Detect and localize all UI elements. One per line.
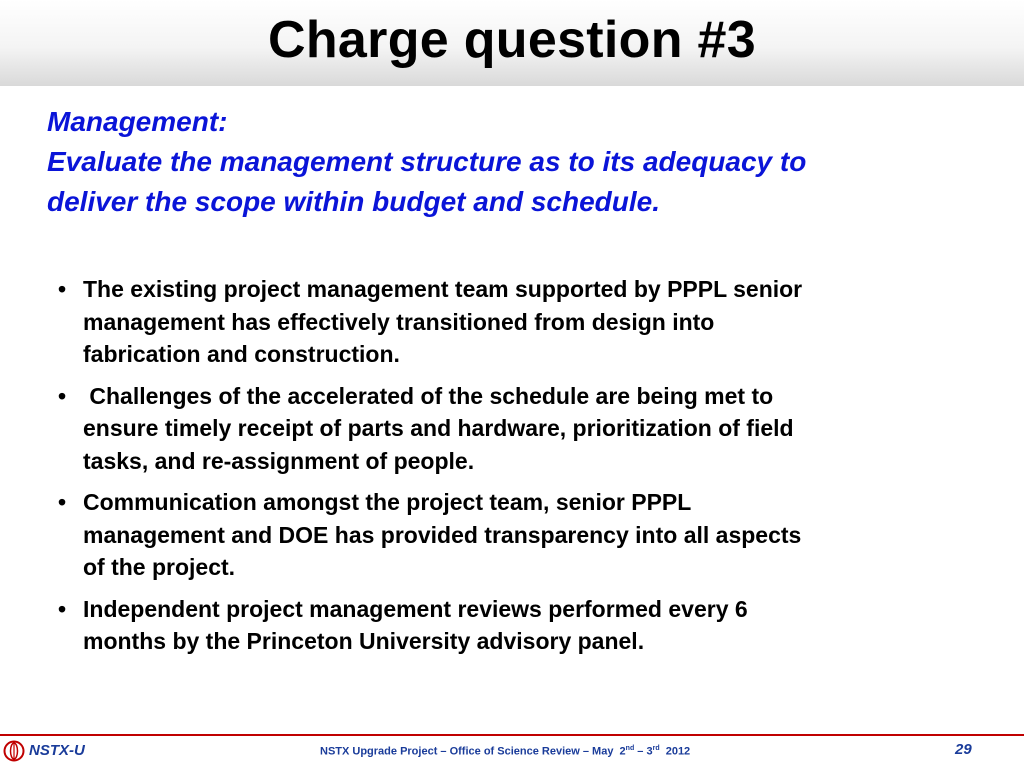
footer-divider [0, 734, 1024, 736]
bullet-item [58, 273, 988, 371]
nstx-logo-icon [3, 740, 25, 762]
bullet-text-line: of the project. [83, 554, 236, 580]
bullet-marker: • [58, 489, 67, 515]
footer-event-text [320, 745, 690, 758]
charge-line-1: Evaluate the management structure as to its adequacy to [47, 146, 807, 177]
footer-sup-nd: nd [625, 745, 635, 752]
bullet-text-line: months by the Princeton University advisory panel. [83, 628, 645, 654]
bullet-text-line: management has effectively transitioned from design into [83, 308, 715, 335]
bullet-item [58, 486, 988, 584]
bullet-marker: • [58, 276, 67, 302]
bullet-text-line: management and DOE has provided transparency into all aspects [83, 521, 802, 548]
page-number: 29 [955, 741, 972, 758]
bullet-text-line: fabrication and construction. [83, 341, 400, 367]
bullet-text-line: tasks, and re-assignment of people. [83, 447, 475, 474]
bullet-marker: • [58, 382, 67, 409]
footer-dash: – 3 [634, 745, 653, 758]
charge-heading: Management: [47, 106, 228, 137]
bullet-marker: • [58, 595, 67, 622]
bullet-item [58, 593, 988, 658]
bullet-text-line: The existing project management team supported by PPPL senior [83, 276, 803, 302]
nstx-logo [3, 740, 85, 762]
footer-sup-rd: rd [652, 745, 660, 752]
bullet-text-line: Communication amongst the project team, senior PPPL [83, 489, 692, 515]
charge-line-2: deliver the scope within budget and schedule. [47, 186, 660, 217]
logo-text: NSTX-U [29, 742, 85, 759]
charge-question [47, 102, 1007, 222]
footer-year: 2012 [659, 745, 691, 758]
bullet-text-line: ensure timely receipt of parts and hardware, prioritization of field [83, 415, 794, 441]
footer-event-prefix: NSTX Upgrade Project – Office of Science Review – May 2 [320, 745, 626, 758]
bullet-list [58, 273, 988, 667]
bullet-text-line: Challenges of the accelerated of the schedule are being met to [83, 382, 774, 409]
bullet-item [58, 380, 988, 478]
slide-title: Charge question #3 [268, 11, 756, 69]
bullet-text-line: Independent project management reviews performed every 6 [83, 595, 748, 622]
